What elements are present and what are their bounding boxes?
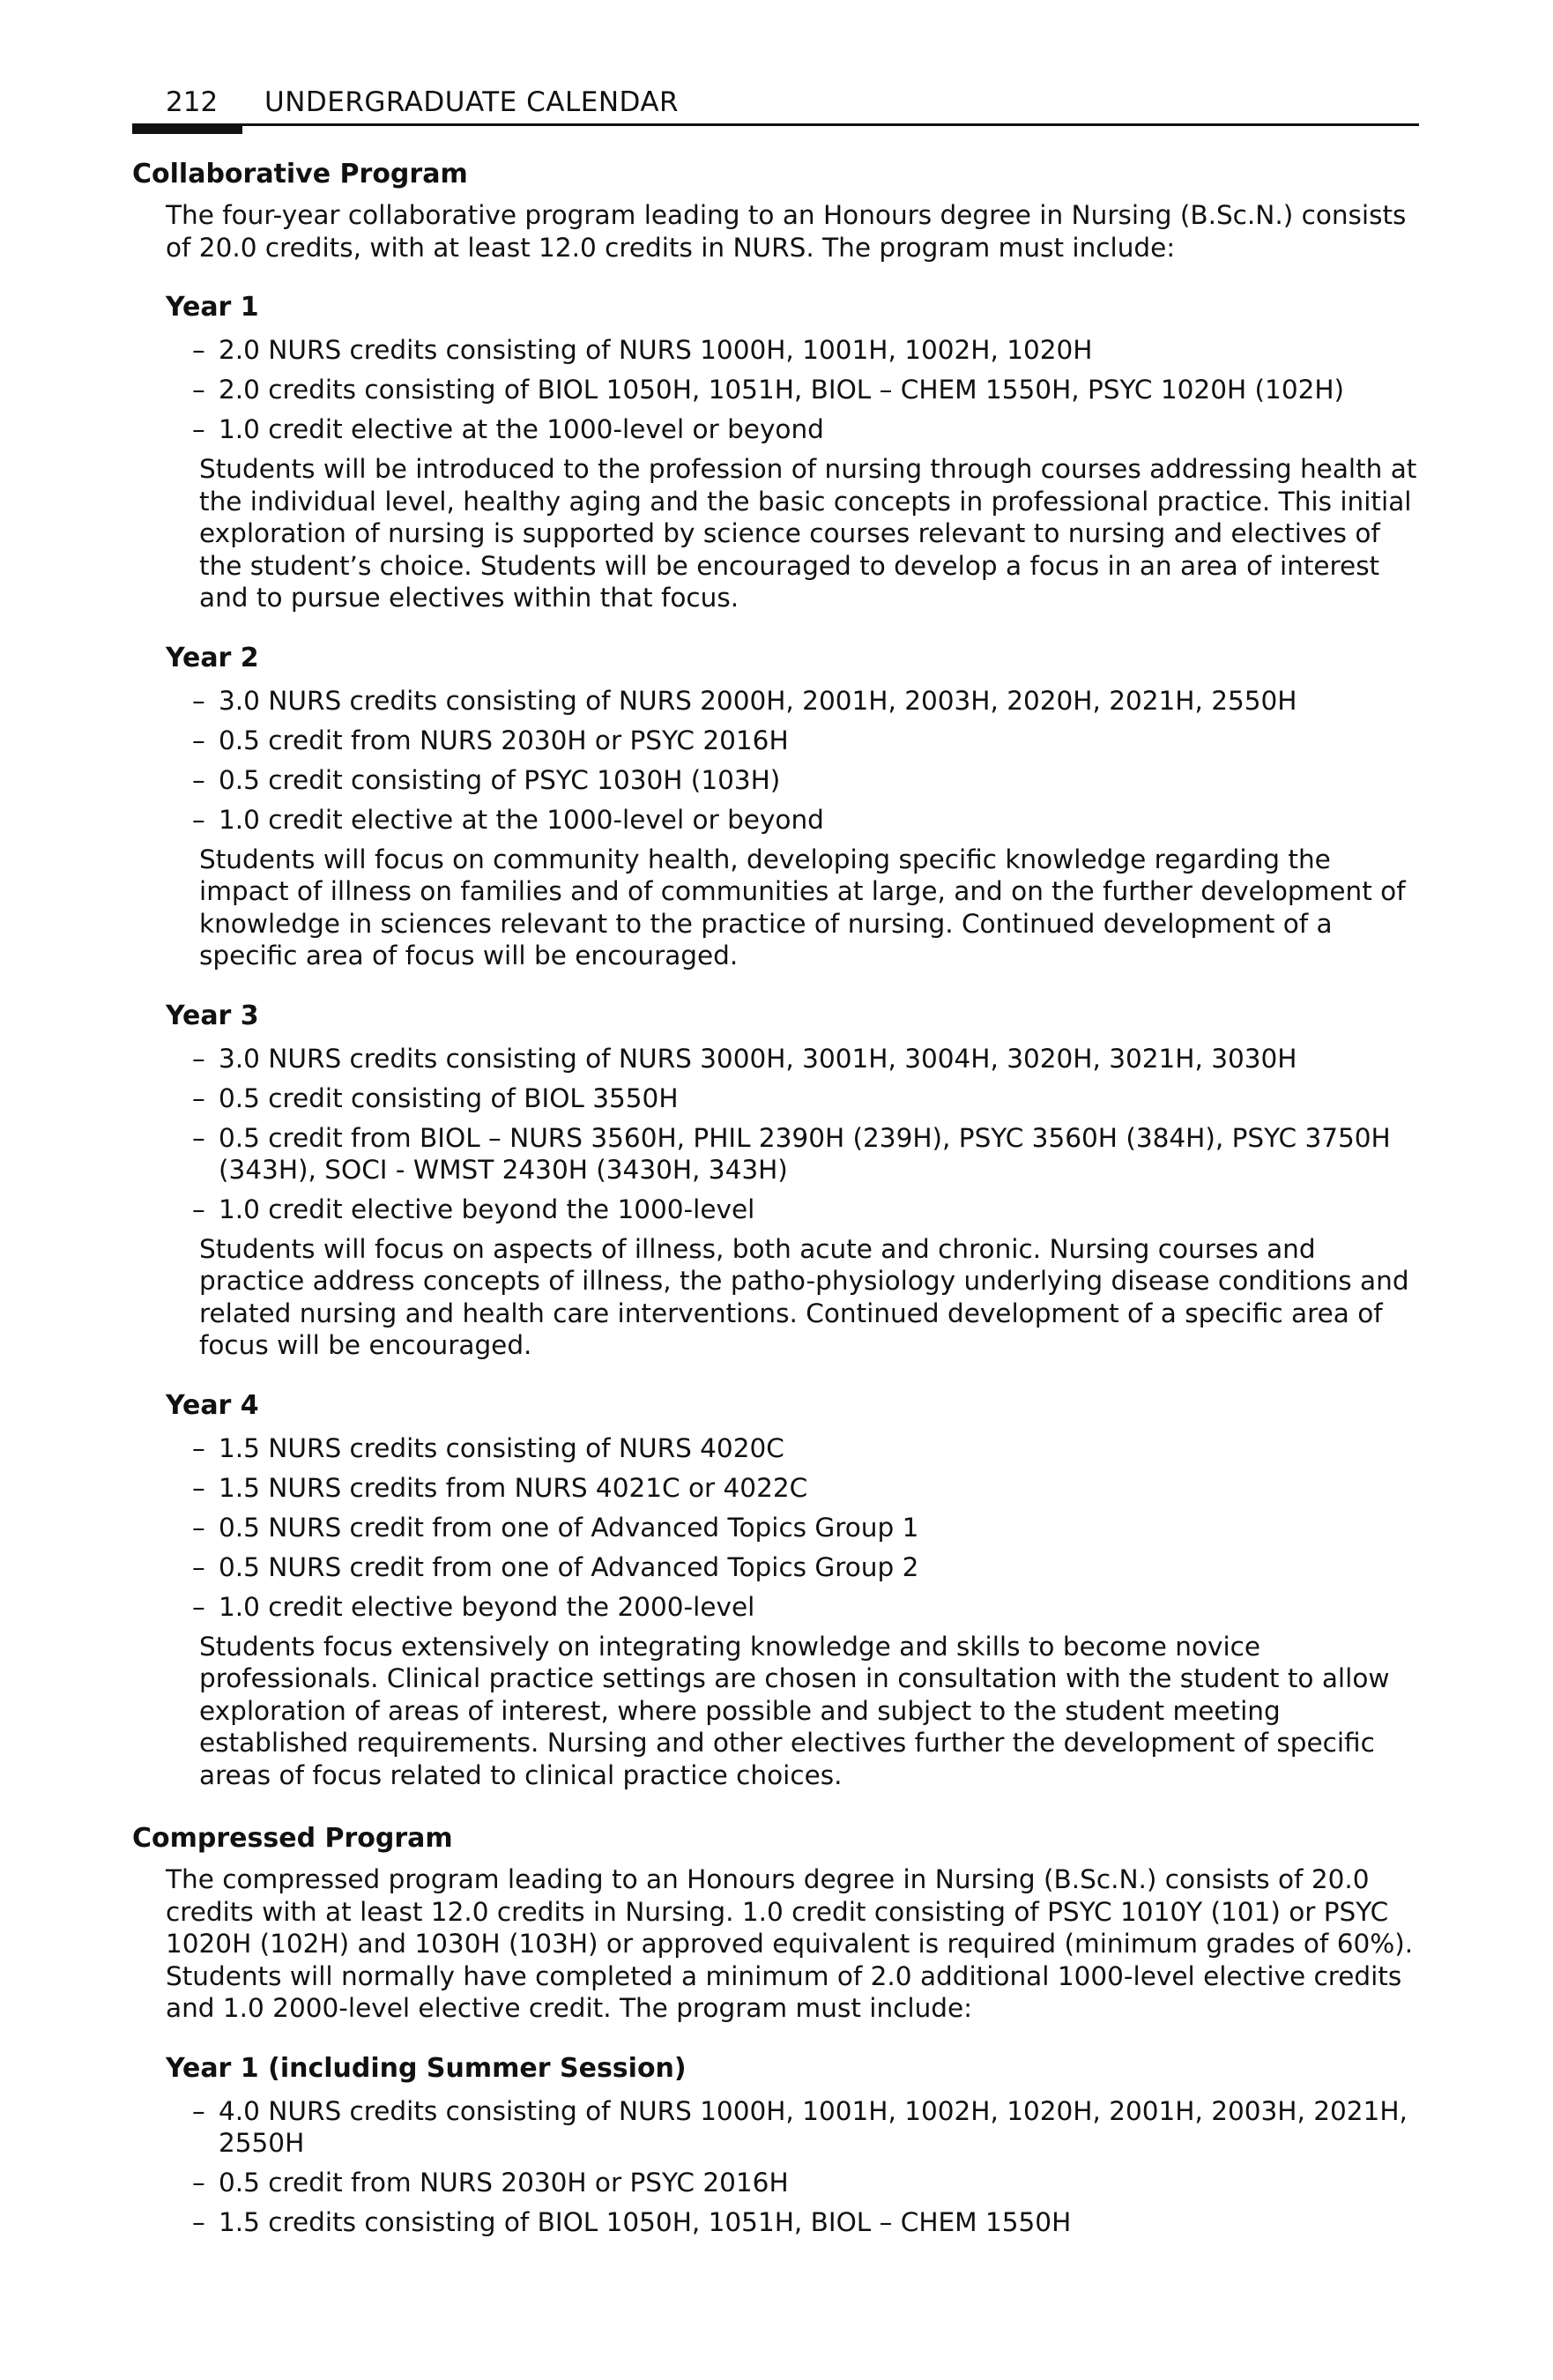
- year-description: Students will focus on aspects of illness, both acute and chronic. Nursing courses and practice address concepts of illness, the patho-physiology underlying disease conditions and related nursing and health care interventions. Continued development of a specific area of focus will be encouraged.: [199, 1233, 1409, 1360]
- compressed-year-1: [132, 2051, 1419, 2238]
- list-item: – 3.0 NURS credits consisting of NURS 3000H, 3001H, 3004H, 3020H, 3021H, 3030H: [192, 1043, 1297, 1074]
- year-heading: Year 4: [166, 1389, 259, 1421]
- collab-year-1: [132, 290, 1419, 614]
- list-item: – 1.0 credit elective at the 1000-level or beyond: [192, 804, 824, 835]
- list-item: – 0.5 credit from NURS 2030H or PSYC 2016H: [192, 2167, 789, 2198]
- requirement-list: [132, 334, 1419, 445]
- list-item: – 1.0 credit elective at the 1000-level or beyond: [192, 414, 824, 444]
- section-spacer: [132, 1791, 1419, 1821]
- page-number: 212: [166, 86, 219, 118]
- compressed-program-heading: Compressed Program: [132, 1823, 453, 1854]
- year-heading: Year 2: [166, 642, 259, 673]
- list-item: – 1.0 credit elective beyond the 1000-level: [192, 1194, 755, 1224]
- list-item: – 1.5 NURS credits consisting of NURS 4020C: [192, 1432, 784, 1463]
- page-content: [132, 157, 1419, 2246]
- list-item: – 0.5 NURS credit from one of Advanced Topics Group 1: [192, 1512, 919, 1543]
- collab-year-3: [132, 999, 1419, 1362]
- list-item: – 0.5 credit consisting of PSYC 1030H (103H): [192, 764, 781, 795]
- requirement-list: [132, 1432, 1419, 1623]
- year-description: Students will be introduced to the profession of nursing through courses addressing health at the individual level, healthy aging and the basic concepts in professional practice. This initial exploration of nursing is supported by science courses relevant to nursing and electives of the student’s choice. Students will be encouraged to develop a focus in an area of interest and to pursue electives within that focus.: [199, 454, 1417, 613]
- requirement-list: [132, 685, 1419, 836]
- list-item: – 2.0 NURS credits consisting of NURS 1000H, 1001H, 1002H, 1020H: [192, 335, 1093, 365]
- compressed-program-intro: The compressed program leading to an Honours degree in Nursing (B.Sc.N.) consists of 20.0 credits with at least 12.0 credits in Nursing. 1.0 credit consisting of PSYC 1010Y (101) or PSYC 1020H (102H) and 1030H (103H) or approved equivalent is required (minimum grades of 60%). Students will normally have completed a minimum of 2.0 additional 1000-level elective credits and 1.0 2000-level elective credit. The program must include:: [166, 1864, 1414, 2023]
- collab-year-4: [132, 1388, 1419, 1792]
- list-item: – 2.0 credits consisting of BIOL 1050H, 1051H, BIOL – CHEM 1550H, PSYC 1020H (102H): [192, 375, 1345, 405]
- list-item: – 1.5 credits consisting of BIOL 1050H, 1051H, BIOL – CHEM 1550H: [192, 2206, 1072, 2237]
- year-heading: Year 3: [166, 1000, 259, 1031]
- running-title: UNDERGRADUATE CALENDAR: [264, 86, 680, 118]
- collaborative-program-intro: The four-year collaborative program leading to an Honours degree in Nursing (B.Sc.N.) consists of 20.0 credits, with at least 12.0 credits in NURS. The program must include:: [166, 200, 1407, 263]
- list-item: – 0.5 NURS credit from one of Advanced Topics Group 2: [192, 1551, 919, 1582]
- collaborative-program-section: [132, 157, 1419, 1791]
- collab-year-2: [132, 641, 1419, 972]
- requirement-list: [132, 2095, 1419, 2238]
- year-heading: Year 1 (including Summer Session): [166, 2052, 687, 2084]
- list-item: – 0.5 credit consisting of BIOL 3550H: [192, 1082, 679, 1113]
- requirement-list: [132, 1043, 1419, 1225]
- compressed-program-section: [132, 1821, 1419, 2238]
- year-description: Students focus extensively on integrating knowledge and skills to become novice professionals. Clinical practice settings are chosen in consultation with the student to allow exploration of areas of interest, where possible and subject to the student meeting established requirements. Nursing and other electives further the development of specific areas of focus related to clinical practice choices.: [199, 1631, 1390, 1790]
- collaborative-program-heading: Collaborative Program: [132, 159, 468, 190]
- header-tab-bar: [132, 123, 242, 134]
- year-description: Students will focus on community health, developing specific knowledge regarding the impact of illness on families and of communities at large, and on the further development of knowledge in sciences relevant to the practice of nursing. Continued development of a specific area of focus will be encouraged.: [199, 844, 1406, 971]
- header-rule: [132, 123, 1419, 126]
- list-item: – 0.5 credit from BIOL – NURS 3560H, PHIL 2390H (239H), PSYC 3560H (384H), PSYC 3750H (343H), SOCI - WMST 2430H (3430H, 343H): [192, 1122, 1391, 1185]
- list-item: – 1.5 NURS credits from NURS 4021C or 4022C: [192, 1472, 808, 1503]
- list-item: – 1.0 credit elective beyond the 2000-level: [192, 1591, 755, 1622]
- running-header: [132, 83, 1419, 125]
- list-item: – 4.0 NURS credits consisting of NURS 1000H, 1001H, 1002H, 1020H, 2001H, 2003H, 2021H, 2550H: [192, 2095, 1408, 2158]
- year-heading: Year 1: [166, 292, 259, 323]
- list-item: – 0.5 credit from NURS 2030H or PSYC 2016H: [192, 725, 789, 755]
- list-item: – 3.0 NURS credits consisting of NURS 2000H, 2001H, 2003H, 2020H, 2021H, 2550H: [192, 685, 1297, 716]
